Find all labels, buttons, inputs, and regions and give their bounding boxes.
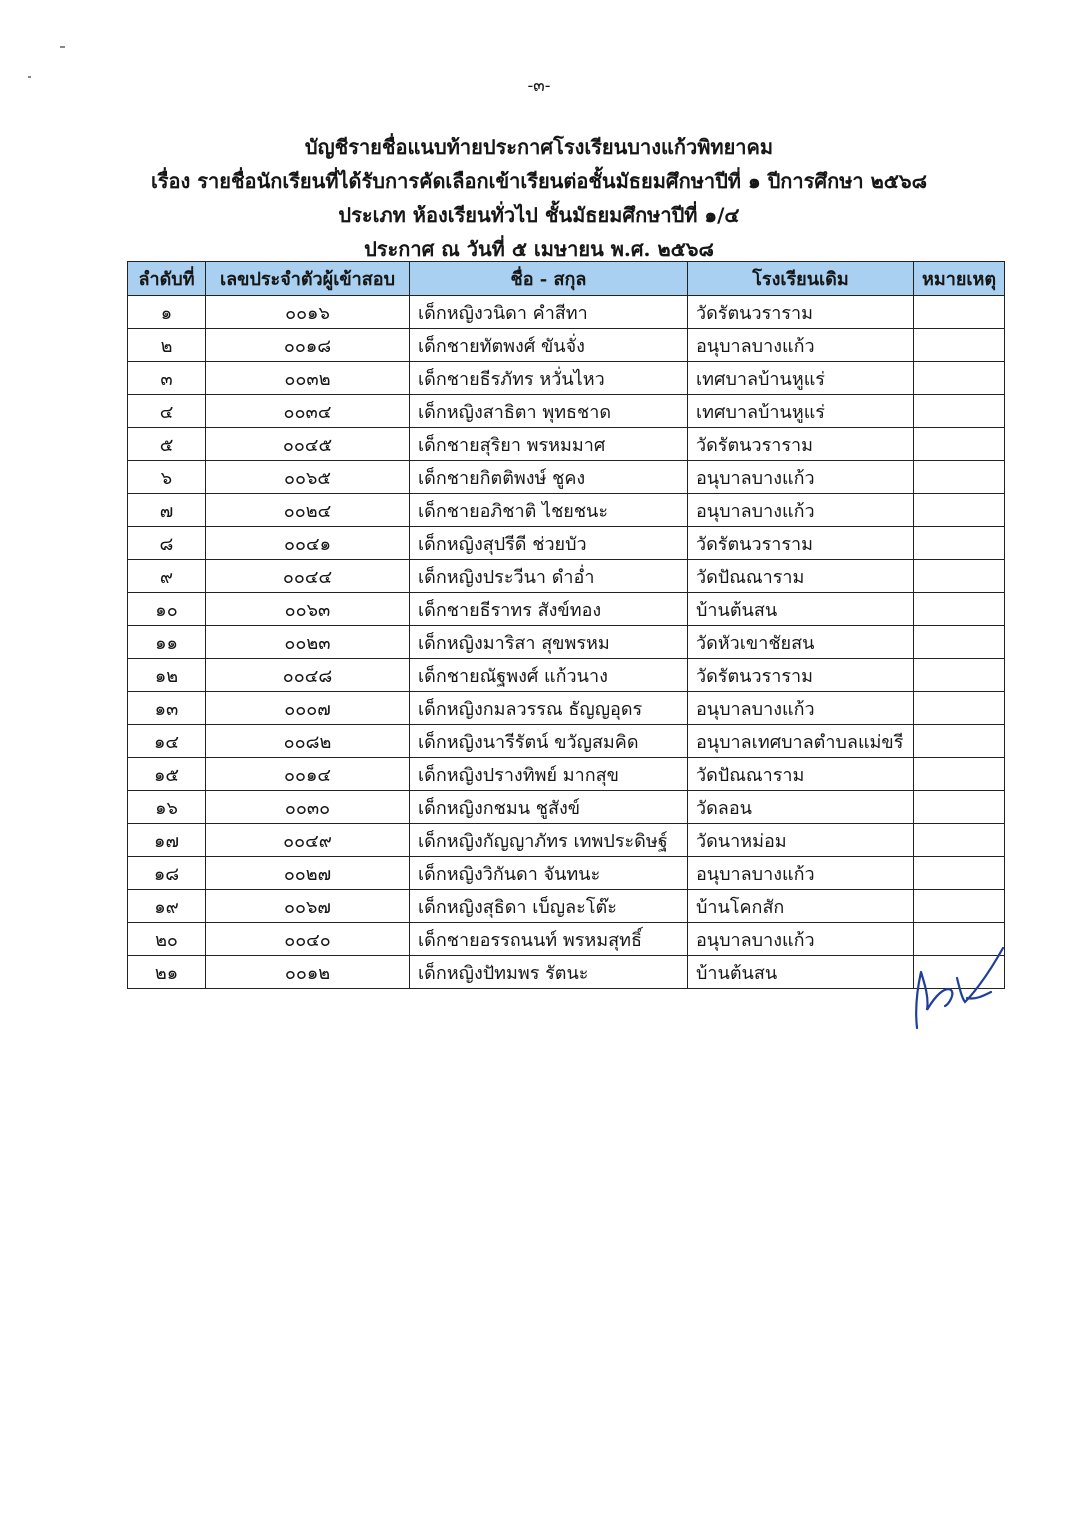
- cell-note: [914, 725, 1005, 758]
- cell-name: เด็กชายทัตพงศ์ ขันจั่ง: [410, 329, 688, 362]
- cell-exam-id: ๐๐๔๔: [206, 560, 410, 593]
- cell-note: [914, 692, 1005, 725]
- cell-order: ๓: [128, 362, 206, 395]
- cell-exam-id: ๐๐๔๑: [206, 527, 410, 560]
- signature: [905, 940, 1015, 1035]
- cell-order: ๑๔: [128, 725, 206, 758]
- cell-school: วัดปัณณาราม: [688, 758, 914, 791]
- cell-note: [914, 824, 1005, 857]
- cell-exam-id: ๐๐๖๓: [206, 593, 410, 626]
- cell-order: ๔: [128, 395, 206, 428]
- cell-school: วัดหัวเขาชัยสน: [688, 626, 914, 659]
- cell-school: เทศบาลบ้านหูแร่: [688, 395, 914, 428]
- cell-order: ๖: [128, 461, 206, 494]
- cell-note: [914, 857, 1005, 890]
- table-row: [128, 791, 1005, 824]
- cell-note: [914, 758, 1005, 791]
- cell-name: เด็กหญิงวนิดา คำสีทา: [410, 296, 688, 329]
- cell-exam-id: ๐๐๔๐: [206, 923, 410, 956]
- cell-name: เด็กหญิงวิกันดา จันทนะ: [410, 857, 688, 890]
- cell-exam-id: ๐๐๓๒: [206, 362, 410, 395]
- cell-school: วัดรัตนวราราม: [688, 659, 914, 692]
- cell-name: เด็กหญิงกชมน ชูสังข์: [410, 791, 688, 824]
- cell-note: [914, 593, 1005, 626]
- cell-school: อนุบาลบางแก้ว: [688, 494, 914, 527]
- column-header-name: ชื่อ - สกุล: [410, 262, 688, 296]
- table-row: [128, 296, 1005, 329]
- cell-name: เด็กหญิงนารีรัตน์ ขวัญสมคิด: [410, 725, 688, 758]
- cell-school: วัดรัตนวราราม: [688, 296, 914, 329]
- cell-school: วัดลอน: [688, 791, 914, 824]
- table-row: [128, 626, 1005, 659]
- document-heading: [0, 130, 1078, 266]
- cell-name: เด็กหญิงกมลวรรณ ธัญญอุดร: [410, 692, 688, 725]
- table-row: [128, 758, 1005, 791]
- heading-line-subject: เรื่อง รายชื่อนักเรียนที่ได้รับการคัดเลือกเข้าเรียนต่อชั้นมัธยมศึกษาปีที่ ๑ ปีการศึกษา ๒๕๖๘: [150, 169, 928, 193]
- table-row: [128, 329, 1005, 362]
- table-row: [128, 362, 1005, 395]
- table-row: [128, 824, 1005, 857]
- cell-note: [914, 890, 1005, 923]
- cell-order: ๑๖: [128, 791, 206, 824]
- cell-note: [914, 329, 1005, 362]
- cell-exam-id: ๐๐๔๙: [206, 824, 410, 857]
- table-row: [128, 428, 1005, 461]
- cell-note: [914, 395, 1005, 428]
- cell-order: ๒: [128, 329, 206, 362]
- cell-order: ๙: [128, 560, 206, 593]
- cell-name: เด็กชายอรรถนนท์ พรหมสุทธิ์: [410, 923, 688, 956]
- cell-note: [914, 659, 1005, 692]
- table-header-row: [128, 262, 1005, 296]
- cell-name: เด็กชายธีราทร สังข์ทอง: [410, 593, 688, 626]
- heading-line-class: ประเภท ห้องเรียนทั่วไป ชั้นมัธยมศึกษาปีที่ ๑/๔: [338, 203, 740, 227]
- cell-order: ๑: [128, 296, 206, 329]
- cell-order: ๑๕: [128, 758, 206, 791]
- cell-school: อนุบาลเทศบาลตำบลแม่ขรี: [688, 725, 914, 758]
- table-row: [128, 890, 1005, 923]
- cell-note: [914, 362, 1005, 395]
- cell-order: ๑๑: [128, 626, 206, 659]
- cell-name: เด็กหญิงสุธิดา เบ็ญละโต๊ะ: [410, 890, 688, 923]
- cell-exam-id: ๐๐๐๗: [206, 692, 410, 725]
- table-row: [128, 560, 1005, 593]
- cell-exam-id: ๐๐๑๔: [206, 758, 410, 791]
- table-body: [128, 296, 1005, 989]
- cell-exam-id: ๐๐๘๒: [206, 725, 410, 758]
- cell-school: อนุบาลบางแก้ว: [688, 692, 914, 725]
- cell-school: อนุบาลบางแก้ว: [688, 857, 914, 890]
- table-row: [128, 857, 1005, 890]
- table-row: [128, 956, 1005, 989]
- cell-name: เด็กหญิงปัทมพร รัตนะ: [410, 956, 688, 989]
- cell-exam-id: ๐๐๑๖: [206, 296, 410, 329]
- heading-line-date: ประกาศ ณ วันที่ ๕ เมษายน พ.ศ. ๒๕๖๘: [364, 237, 714, 261]
- cell-exam-id: ๐๐๖๗: [206, 890, 410, 923]
- cell-order: ๑๙: [128, 890, 206, 923]
- cell-exam-id: ๐๐๔๘: [206, 659, 410, 692]
- cell-exam-id: ๐๐๑๘: [206, 329, 410, 362]
- cell-order: ๑๘: [128, 857, 206, 890]
- table-row: [128, 725, 1005, 758]
- table-row: [128, 923, 1005, 956]
- cell-name: เด็กหญิงสุปรีดี ช่วยบัว: [410, 527, 688, 560]
- cell-school: อนุบาลบางแก้ว: [688, 923, 914, 956]
- student-table: [127, 261, 1005, 989]
- cell-exam-id: ๐๐๔๕: [206, 428, 410, 461]
- signature-stroke: [916, 948, 1003, 1028]
- column-header-order: ลำดับที่: [128, 262, 206, 296]
- cell-name: เด็กชายสุริยา พรหมมาศ: [410, 428, 688, 461]
- cell-order: ๑๐: [128, 593, 206, 626]
- cell-exam-id: ๐๐๒๔: [206, 494, 410, 527]
- cell-school: วัดปัณณาราม: [688, 560, 914, 593]
- cell-school: อนุบาลบางแก้ว: [688, 329, 914, 362]
- scan-speck: [60, 46, 65, 48]
- cell-exam-id: ๐๐๓๐: [206, 791, 410, 824]
- table-row: [128, 527, 1005, 560]
- cell-school: อนุบาลบางแก้ว: [688, 461, 914, 494]
- cell-order: ๘: [128, 527, 206, 560]
- cell-name: เด็กหญิงมาริสา สุขพรหม: [410, 626, 688, 659]
- cell-exam-id: ๐๐๒๗: [206, 857, 410, 890]
- cell-note: [914, 494, 1005, 527]
- cell-order: ๗: [128, 494, 206, 527]
- cell-exam-id: ๐๐๑๒: [206, 956, 410, 989]
- cell-order: ๒๑: [128, 956, 206, 989]
- cell-name: เด็กชายธีรภัทร หวั่นไหว: [410, 362, 688, 395]
- cell-note: [914, 626, 1005, 659]
- table-row: [128, 659, 1005, 692]
- cell-order: ๑๒: [128, 659, 206, 692]
- cell-order: ๒๐: [128, 923, 206, 956]
- cell-order: ๑๓: [128, 692, 206, 725]
- cell-name: เด็กหญิงประวีนา ดำอ่ำ: [410, 560, 688, 593]
- cell-note: [914, 527, 1005, 560]
- cell-school: บ้านโคกสัก: [688, 890, 914, 923]
- cell-name: เด็กชายกิตติพงษ์ ชูคง: [410, 461, 688, 494]
- cell-order: ๑๗: [128, 824, 206, 857]
- cell-name: เด็กหญิงปรางทิพย์ มากสุข: [410, 758, 688, 791]
- cell-name: เด็กหญิงกัญญาภัทร เทพประดิษฐ์: [410, 824, 688, 857]
- cell-name: เด็กชายณัฐพงศ์ แก้วนาง: [410, 659, 688, 692]
- cell-school: วัดรัตนวราราม: [688, 527, 914, 560]
- cell-name: เด็กหญิงสาธิตา พุทธชาด: [410, 395, 688, 428]
- table-row: [128, 593, 1005, 626]
- heading-line-title: บัญชีรายชื่อแนบท้ายประกาศโรงเรียนบางแก้วพิทยาคม: [304, 135, 774, 159]
- cell-note: [914, 296, 1005, 329]
- cell-name: เด็กชายอภิชาติ ไชยชนะ: [410, 494, 688, 527]
- column-header-exam-id: เลขประจำตัวผู้เข้าสอบ: [206, 262, 410, 296]
- table-row: [128, 494, 1005, 527]
- cell-note: [914, 428, 1005, 461]
- cell-exam-id: ๐๐๖๕: [206, 461, 410, 494]
- cell-note: [914, 461, 1005, 494]
- column-header-note: หมายเหตุ: [914, 262, 1005, 296]
- cell-school: บ้านต้นสน: [688, 956, 914, 989]
- table-row: [128, 692, 1005, 725]
- cell-school: บ้านต้นสน: [688, 593, 914, 626]
- page-number: -๓-: [527, 76, 551, 96]
- cell-school: เทศบาลบ้านหูแร่: [688, 362, 914, 395]
- column-header-school: โรงเรียนเดิม: [688, 262, 914, 296]
- cell-school: วัดรัตนวราราม: [688, 428, 914, 461]
- table-row: [128, 461, 1005, 494]
- cell-note: [914, 560, 1005, 593]
- table-row: [128, 395, 1005, 428]
- cell-exam-id: ๐๐๓๔: [206, 395, 410, 428]
- cell-note: [914, 791, 1005, 824]
- cell-exam-id: ๐๐๒๓: [206, 626, 410, 659]
- cell-school: วัดนาหม่อม: [688, 824, 914, 857]
- cell-order: ๕: [128, 428, 206, 461]
